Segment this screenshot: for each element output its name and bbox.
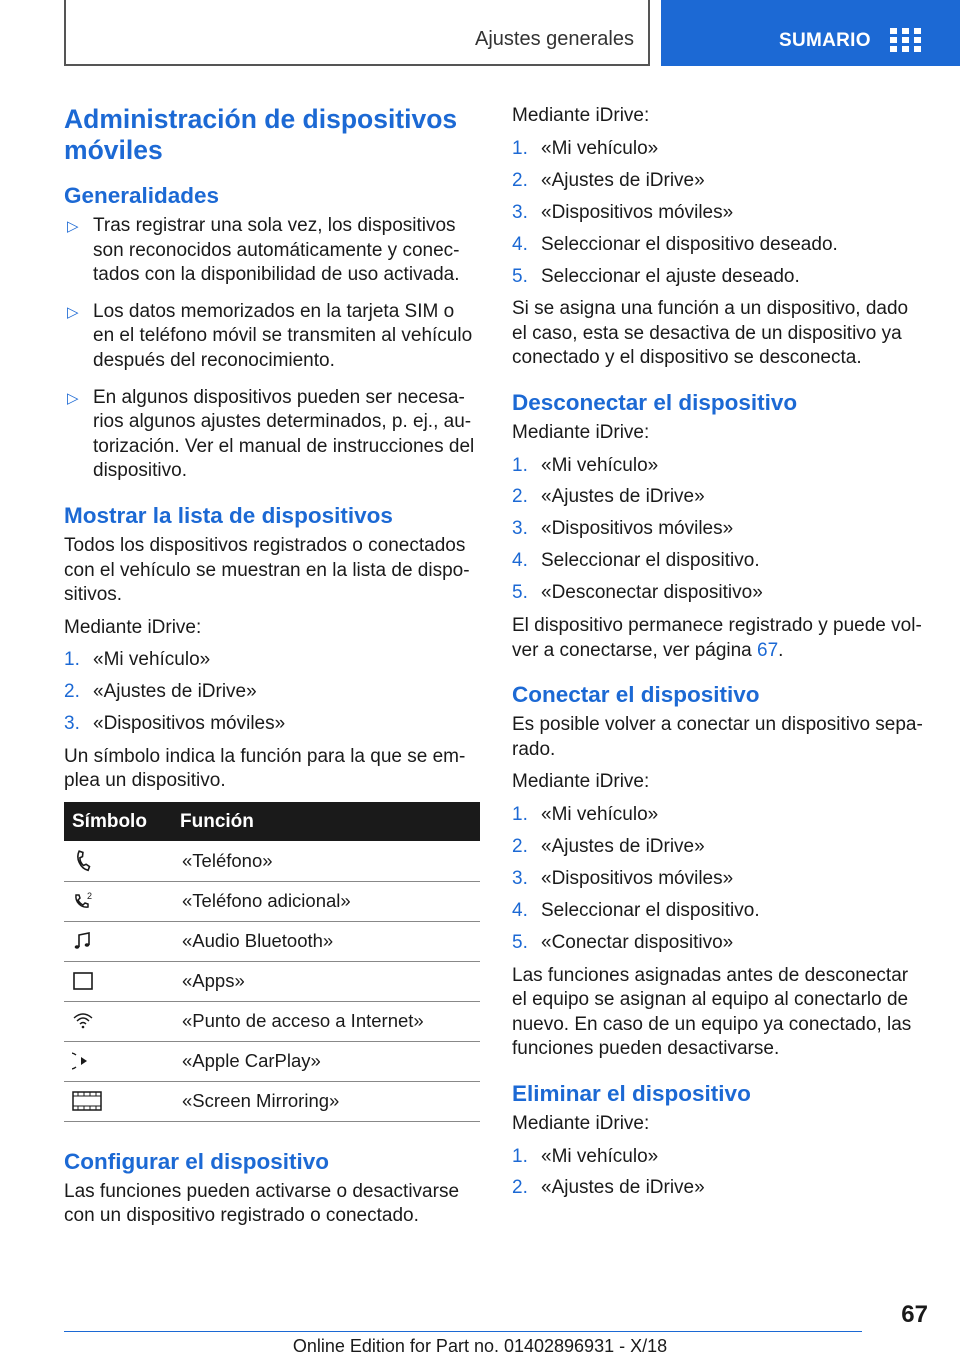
footer-edition: Online Edition for Part no. 01402896931 - X/18 (292, 1336, 668, 1356)
mediante-idrive: Mediante iDrive: (64, 616, 202, 638)
step-item: 3. «Dispositivos móviles» (512, 201, 734, 223)
table-row (64, 961, 480, 1001)
table-cell-function: «Teléfono» (174, 841, 480, 881)
general-bullet-list (64, 214, 480, 484)
triangle-bullet-icon: ▷ (67, 303, 79, 321)
step-item: 5. «Conectar dispositivo» (512, 931, 734, 953)
table-header-function: Función (174, 802, 480, 841)
step-item: 4. Seleccionar el dispositivo. (512, 899, 760, 921)
paragraph-functions: Las funciones asignadas antes de desconectar el equipo se asignan al equipo al conectarlo de nuevo. En caso de un equipo ya conectado, las funciones pueden desactivarse. (512, 964, 912, 1060)
mediante-idrive: Mediante iDrive: (512, 105, 650, 126)
heading-eliminar: Eliminar el dispositivo (512, 1080, 751, 1106)
page-title: Administración de dispositivos móviles (64, 104, 458, 165)
wifi-hotspot-icon (72, 1010, 174, 1032)
step-list (512, 454, 928, 607)
table-cell-function: «Apps» (174, 961, 480, 1001)
table-cell-function: «Apple CarPlay» (174, 1041, 480, 1081)
grid-menu-icon (890, 28, 922, 52)
screen-mirroring-icon (72, 1090, 174, 1112)
carplay-icon (72, 1050, 174, 1072)
table-row (64, 1001, 480, 1041)
step-item: 5. «Desconectar dispositivo» (512, 582, 763, 604)
table-cell-function: «Teléfono adicional» (174, 881, 480, 921)
header-section-box (64, 0, 650, 66)
step-item: 5. Seleccionar el ajuste deseado. (512, 265, 800, 287)
step-list (512, 137, 928, 290)
paragraph-symbol: Un símbolo indica la función para la que se emplea un dispositivo. (64, 745, 466, 792)
right-column (512, 104, 928, 1209)
footer-divider (64, 1331, 862, 1332)
music-note-icon (72, 930, 174, 952)
table-cell-function: «Punto de acceso a Internet» (174, 1001, 480, 1041)
mediante-idrive: Mediante iDrive: (512, 771, 650, 793)
triangle-bullet-icon: ▷ (67, 389, 79, 407)
step-item: 1. «Mi vehículo» (512, 137, 659, 159)
phone-icon (72, 850, 174, 872)
step-item: 2. «Ajustes de iDrive» (512, 486, 705, 508)
step-item: 1. «Mi vehículo» (64, 649, 211, 671)
step-item: 1. «Mi vehículo» (512, 454, 659, 476)
step-item: 4. Seleccionar el dispositivo. (512, 550, 760, 572)
paragraph-config: Las funciones pueden activarse o desactivarse con un dispositivo registrado o conectado. (64, 1180, 460, 1227)
bullet-item: ▷ En algunos dispositivos pueden ser necesarios algunos ajustes determinados, p. ej., autorización. Ver el manual de instrucciones del dispositivo. (67, 386, 475, 482)
table-header-symbol: Símbolo (64, 802, 174, 841)
table-row (64, 841, 480, 881)
left-column (64, 104, 480, 1237)
header-section-title: Ajustes generales (475, 28, 634, 50)
paragraph-disconnect: El dispositivo permanece registrado y puede volver a conectarse, ver página 67. (512, 615, 922, 661)
paragraph-list: Todos los dispositivos registrados o conectados con el vehículo se muestran en la lista de dispositivos. (64, 534, 470, 606)
sumario-button[interactable] (661, 0, 960, 66)
heading-configurar: Configurar el dispositivo (64, 1148, 330, 1174)
table-row (64, 1081, 480, 1121)
step-item: 2. «Ajustes de iDrive» (512, 169, 705, 191)
heading-show-list: Mostrar la lista de dispositivos (64, 502, 393, 528)
step-item: 3. «Dispositivos móviles» (64, 713, 286, 735)
step-item: 2. «Ajustes de iDrive» (512, 1177, 705, 1199)
heading-generalidades: Generalidades (64, 183, 220, 208)
step-item: 3. «Dispositivos móviles» (512, 518, 734, 540)
step-list (512, 1145, 928, 1202)
sumario-label: SUMARIO (779, 30, 871, 51)
heading-conectar: Conectar el dispositivo (512, 682, 760, 708)
table-cell-function: «Audio Bluetooth» (174, 921, 480, 961)
triangle-bullet-icon: ▷ (67, 218, 79, 235)
page-link[interactable]: 67 (757, 639, 779, 661)
step-item: 2. «Ajustes de iDrive» (512, 835, 705, 857)
svg-text:2: 2 (87, 891, 93, 902)
phone-additional-icon (72, 890, 174, 912)
step-item: 4. Seleccionar el dispositivo deseado. (512, 233, 838, 255)
paragraph-assign: Si se asigna una función a un dispositivo, dado el caso, esta se desactiva de un dispositivo ya conectado y el dispositivo se desconecta. (512, 298, 909, 369)
symbol-function-table (64, 802, 480, 1122)
apps-square-icon (72, 970, 174, 992)
table-row (64, 921, 480, 961)
table-row (64, 881, 480, 921)
table-row (64, 1041, 480, 1081)
page-number: 67 (901, 1301, 928, 1328)
bullet-item: ▷ Tras registrar una sola vez, los dispositivos son reconocidos automáticamente y conectados con la disponibilidad de uso activada. (67, 215, 460, 286)
step-list (64, 648, 480, 737)
step-list (512, 803, 928, 956)
bullet-item: ▷ Los datos memorizados en la tarjeta SIM o en el teléfono móvil se transmiten al vehículo después del reconocimiento. (67, 300, 473, 371)
step-item: 2. «Ajustes de iDrive» (64, 681, 257, 703)
mediante-idrive: Mediante iDrive: (512, 1112, 650, 1134)
table-cell-function: «Screen Mirroring» (174, 1081, 480, 1121)
mediante-idrive: Mediante iDrive: (512, 421, 650, 443)
paragraph-reconnect: Es posible volver a conectar un dispositivo separado. (512, 714, 923, 760)
heading-desconectar: Desconectar el dispositivo (512, 389, 798, 415)
step-item: 1. «Mi vehículo» (512, 1145, 659, 1167)
step-item: 1. «Mi vehículo» (512, 804, 659, 825)
step-item: 3. «Dispositivos móviles» (512, 867, 734, 889)
